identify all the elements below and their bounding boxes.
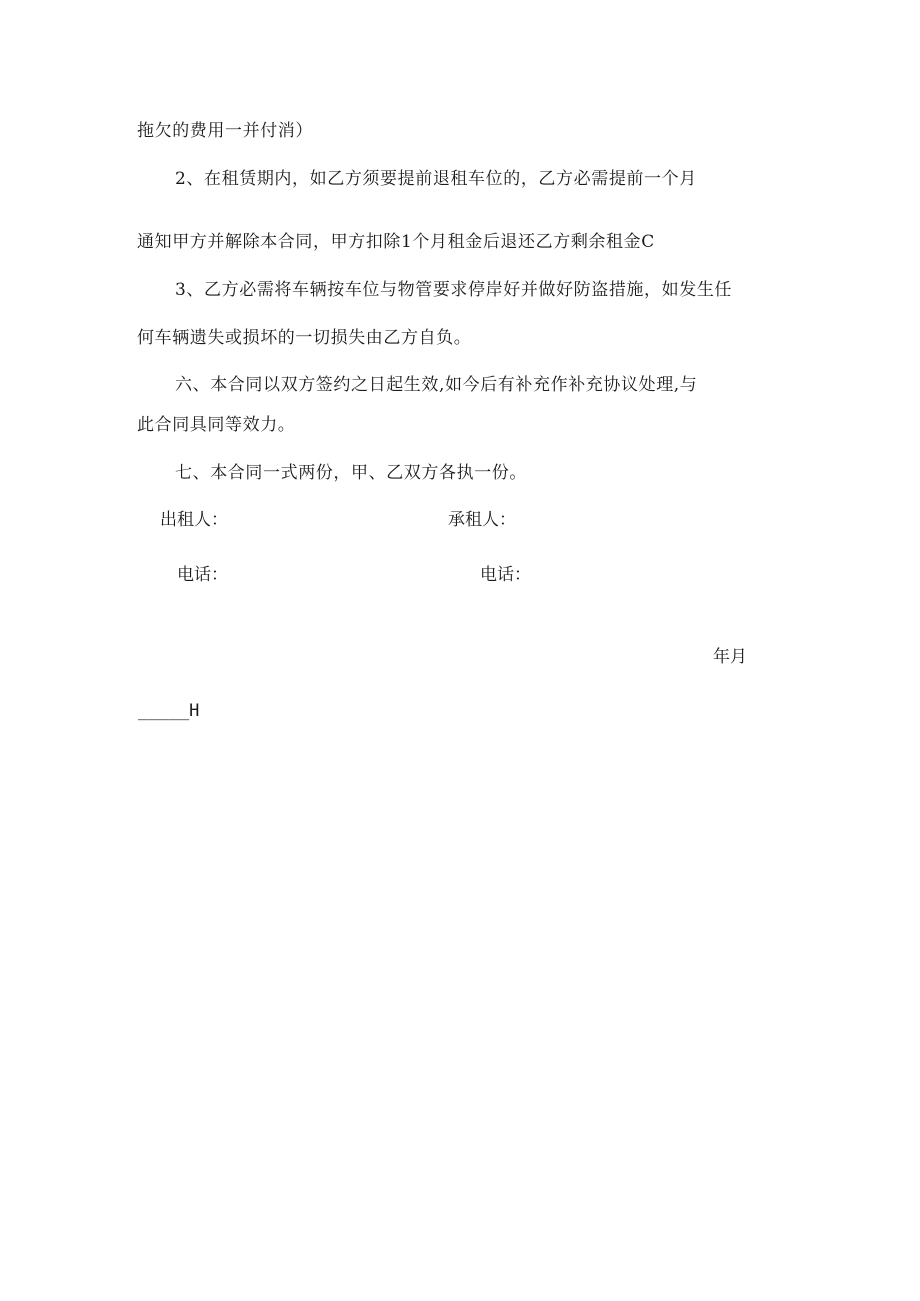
date-day: _____H xyxy=(138,701,200,721)
clause-line-7: 此合同具同等效力。 xyxy=(137,415,296,435)
clause-line-6: 六、本合同以双方签约之日起生效,如今后有补充作补充协议处理,与 xyxy=(175,375,698,395)
clause-line-3: 通知甲方并解除本合同，甲方扣除1个月租金后退还乙方剩余租金C xyxy=(137,232,655,252)
lessee-phone-label: 电话： xyxy=(480,565,531,585)
date-year-month: 年月 xyxy=(713,647,747,667)
lessor-label: 出租人： xyxy=(160,510,228,530)
clause-line-5: 何车辆遗失或损坏的一切损失由乙方自负。 xyxy=(137,328,472,348)
lessee-label: 承租人： xyxy=(448,510,516,530)
clause-line-1: 拖欠的费用一并付消） xyxy=(137,121,313,141)
clause-line-4: 3、乙方必需将车辆按车位与物管要求停岸好并做好防盗措施，如发生任 xyxy=(175,280,733,300)
lessor-phone-label: 电话： xyxy=(177,565,228,585)
clause-line-2: 2、在租赁期内，如乙方须要提前退租车位的，乙方必需提前一个月 xyxy=(175,169,697,189)
clause-line-8: 七、本合同一式两份，甲、乙双方各执一份。 xyxy=(175,463,527,483)
